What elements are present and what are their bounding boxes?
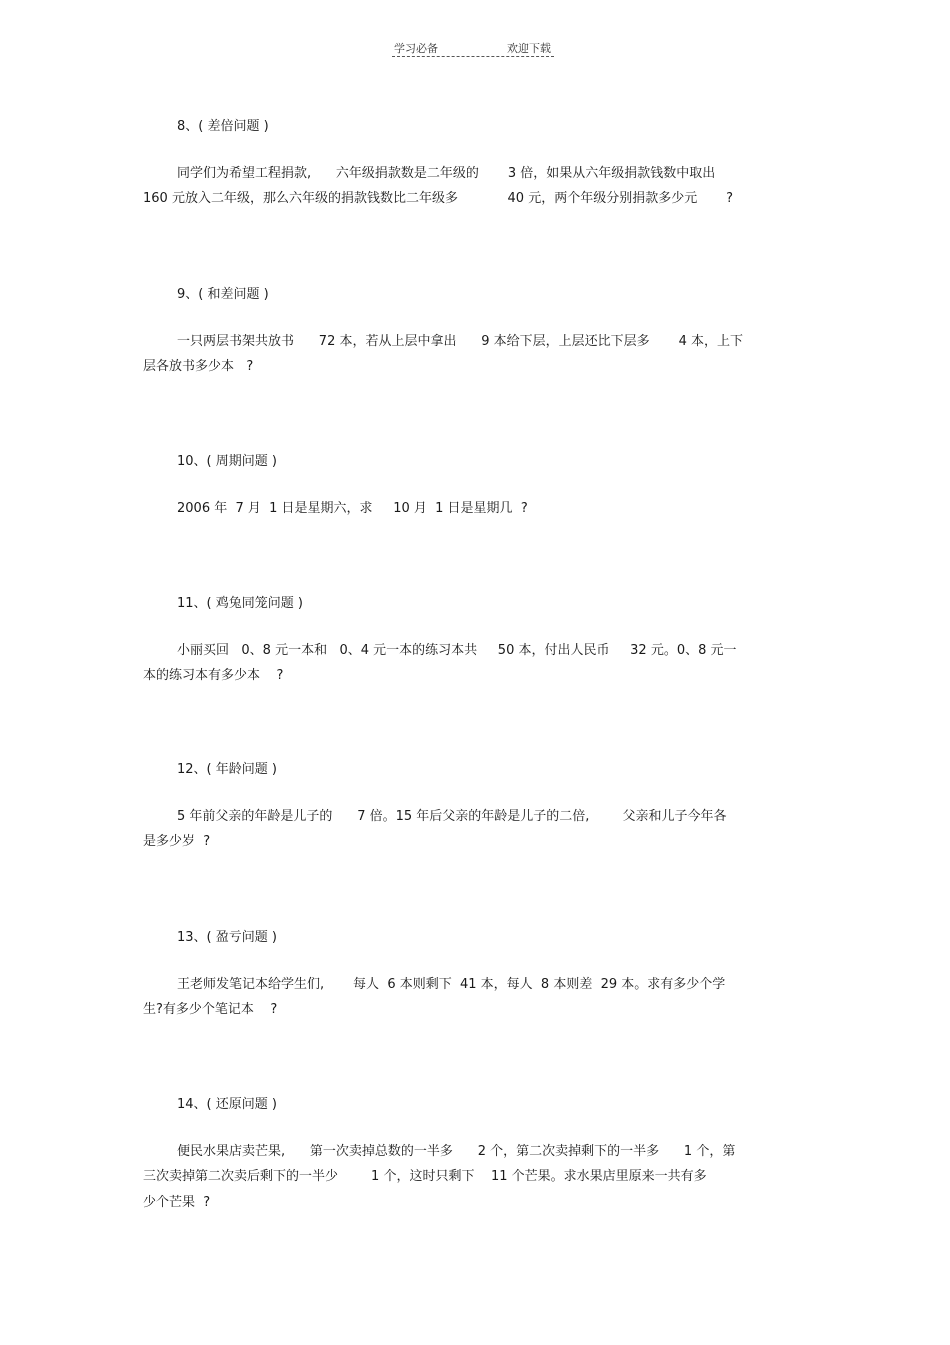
- problem-title: 12、( 年龄问题 ): [177, 762, 277, 777]
- problem-title: 8、( 差倍问题 ): [177, 119, 269, 134]
- problem-title: 9、( 和差问题 ): [177, 287, 269, 302]
- header-right-text: 欢迎下载: [507, 42, 551, 55]
- problem-title: 10、( 周期问题 ): [177, 454, 277, 469]
- problem-text-line: 生?有多少个笔记本 ?: [143, 1002, 278, 1017]
- problem-text-line: 小丽买回 0、8 元一本和 0、4 元一本的练习本共 50 本，付出人民币 32 元。0、8 元一: [177, 643, 737, 658]
- problem-text-line: 160 元放入二年级，那么六年级的捐款钱数比二年级多 40 元，两个年级分别捐款多少元 ?: [143, 191, 734, 206]
- problem-text-line: 层各放书多少本 ?: [143, 359, 254, 374]
- problem-text-line: 少个芒果 ?: [143, 1195, 211, 1210]
- problem-title: 11、( 鸡兔同笼问题 ): [177, 596, 303, 611]
- problem-text-line: 是多少岁 ?: [143, 834, 211, 849]
- header-rule: [392, 56, 554, 57]
- problem-text-line: 同学们为希望工程捐款, 六年级捐款数是二年级的 3 倍，如果从六年级捐款钱数中取出: [177, 166, 716, 181]
- problem-text-line: 三次卖掉第二次卖后剩下的一半少 1 个，这时只剩下 11 个芒果。求水果店里原来一共有多: [143, 1169, 707, 1184]
- problem-title: 14、( 还原问题 ): [177, 1097, 277, 1112]
- problem-text-line: 王老师发笔记本给学生们, 每人 6 本则剩下 41 本，每人 8 本则差 29 本。求有多少个学: [177, 977, 726, 992]
- problem-text-line: 一只两层书架共放书 72 本，若从上层中拿出 9 本给下层，上层还比下层多 4 本，上下: [177, 334, 743, 349]
- problem-text-line: 2006 年 7 月 1 日是星期六，求 10 月 1 日是星期几 ?: [177, 501, 528, 516]
- problem-title: 13、( 盈亏问题 ): [177, 930, 277, 945]
- problem-text-line: 本的练习本有多少本 ?: [143, 668, 284, 683]
- problem-text-line: 5 年前父亲的年龄是儿子的 7 倍。15 年后父亲的年龄是儿子的二倍, 父亲和儿子今年各: [177, 809, 727, 824]
- problem-text-line: 便民水果店卖芒果, 第一次卖掉总数的一半多 2 个，第二次卖掉剩下的一半多 1 个，第: [177, 1144, 736, 1159]
- header-left-text: 学习必备: [394, 42, 438, 55]
